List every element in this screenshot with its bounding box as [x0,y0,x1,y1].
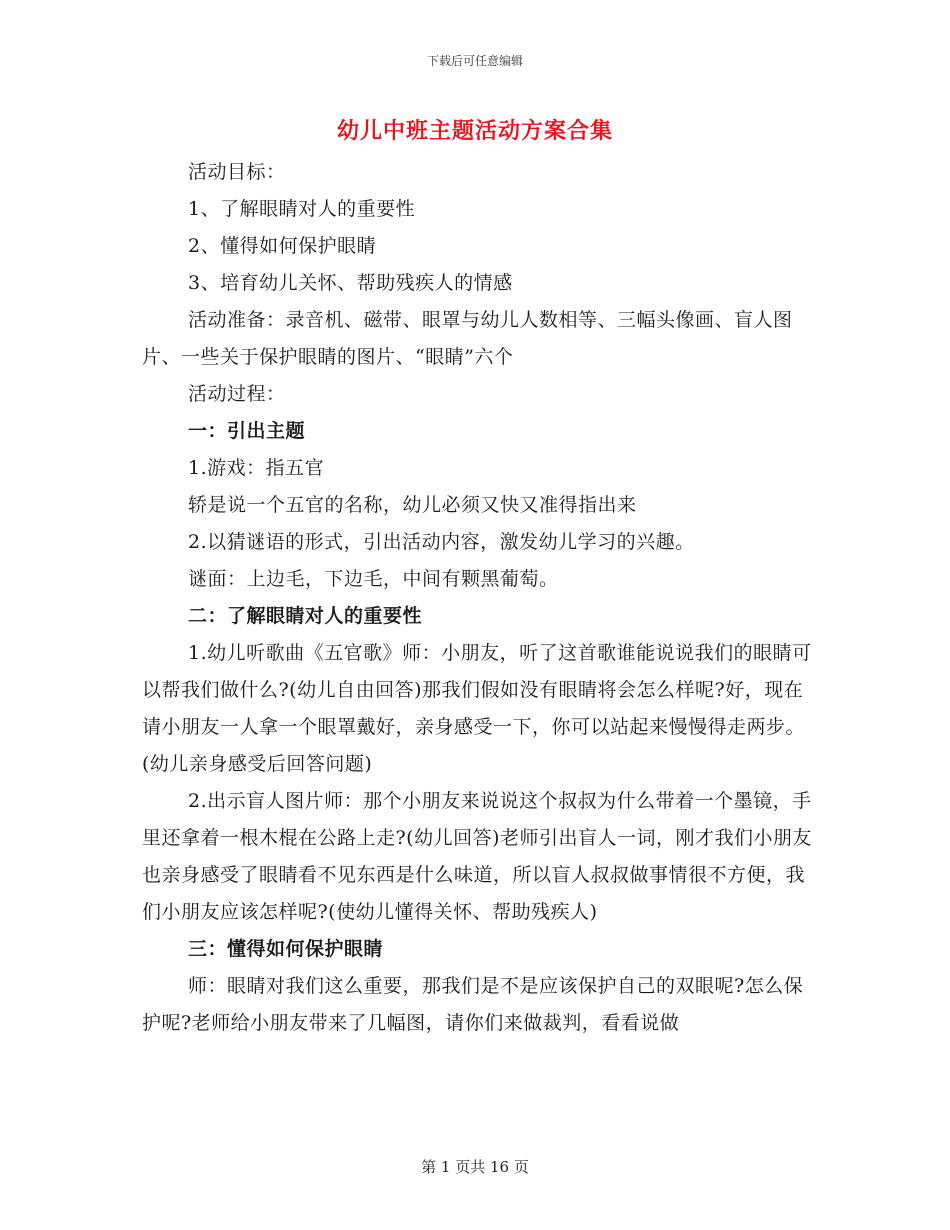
section-heading: 二：了解眼睛对人的重要性 [188,605,423,627]
body-paragraph: 2、懂得如何保护眼睛 [188,235,377,257]
body-paragraph: 师：眼睛对我们这么重要，那我们是不是应该保护自己的双眼呢?怎么保护呢?老师给小朋友带来了几幅图，请你们来做裁判，看看说做 [142,975,804,1034]
body-paragraph: 活动目标： [188,161,286,183]
body-paragraph: 1、了解眼睛对人的重要性 [188,198,416,220]
body-paragraph: 1.幼儿听歌曲《五官歌》师：小朋友，听了这首歌谁能说说我们的眼睛可以帮我们做什么?(幼儿自由回答)那我们假如没有眼睛将会怎么样呢?好，现在请小朋友一人拿一个眼罩戴好，亲身感受一下，你可以站起来慢慢得走两步。(幼儿亲身感受后回答问题) [142,642,812,775]
section-heading: 一：引出主题 [188,420,306,442]
body-paragraph: 活动过程： [188,383,286,405]
body-paragraph: 活动准备：录音机、磁带、眼罩与幼儿人数相等、三幅头像画、盲人图片、一些关于保护眼睛的图片、“眼睛”六个 [142,309,793,368]
body-paragraph: 轿是说一个五官的名称，幼儿必须又快又准得指出来 [188,494,637,516]
body-paragraph: 谜面：上边毛，下边毛，中间有颗黑葡萄。 [188,568,559,590]
document-body [142,154,814,1042]
body-paragraph: 2.以猜谜语的形式，引出活动内容，激发幼儿学习的兴趣。 [188,531,695,553]
body-paragraph: 1.游戏：指五官 [188,457,325,479]
document-title: 幼儿中班主题活动方案合集 [336,118,613,144]
page-header: 下载后可任意编辑 [426,54,523,68]
body-paragraph: 3、培育幼儿关怀、帮助残疾人的情感 [188,272,513,294]
section-heading: 三：懂得如何保护眼睛 [188,938,384,960]
page-footer: 第 1 页共 16 页 [421,1158,529,1176]
body-paragraph: 2.出示盲人图片师：那个小朋友来说说这个叔叔为什么带着一个墨镜，手里还拿着一根木棍在公路上走?(幼儿回答)老师引出盲人一词，刚才我们小朋友也亲身感受了眼睛看不见东西是什么味道，所以盲人叔叔做事情很不方便，我们小朋友应该怎样呢?(使幼儿懂得关怀、帮助残疾人) [142,790,813,923]
